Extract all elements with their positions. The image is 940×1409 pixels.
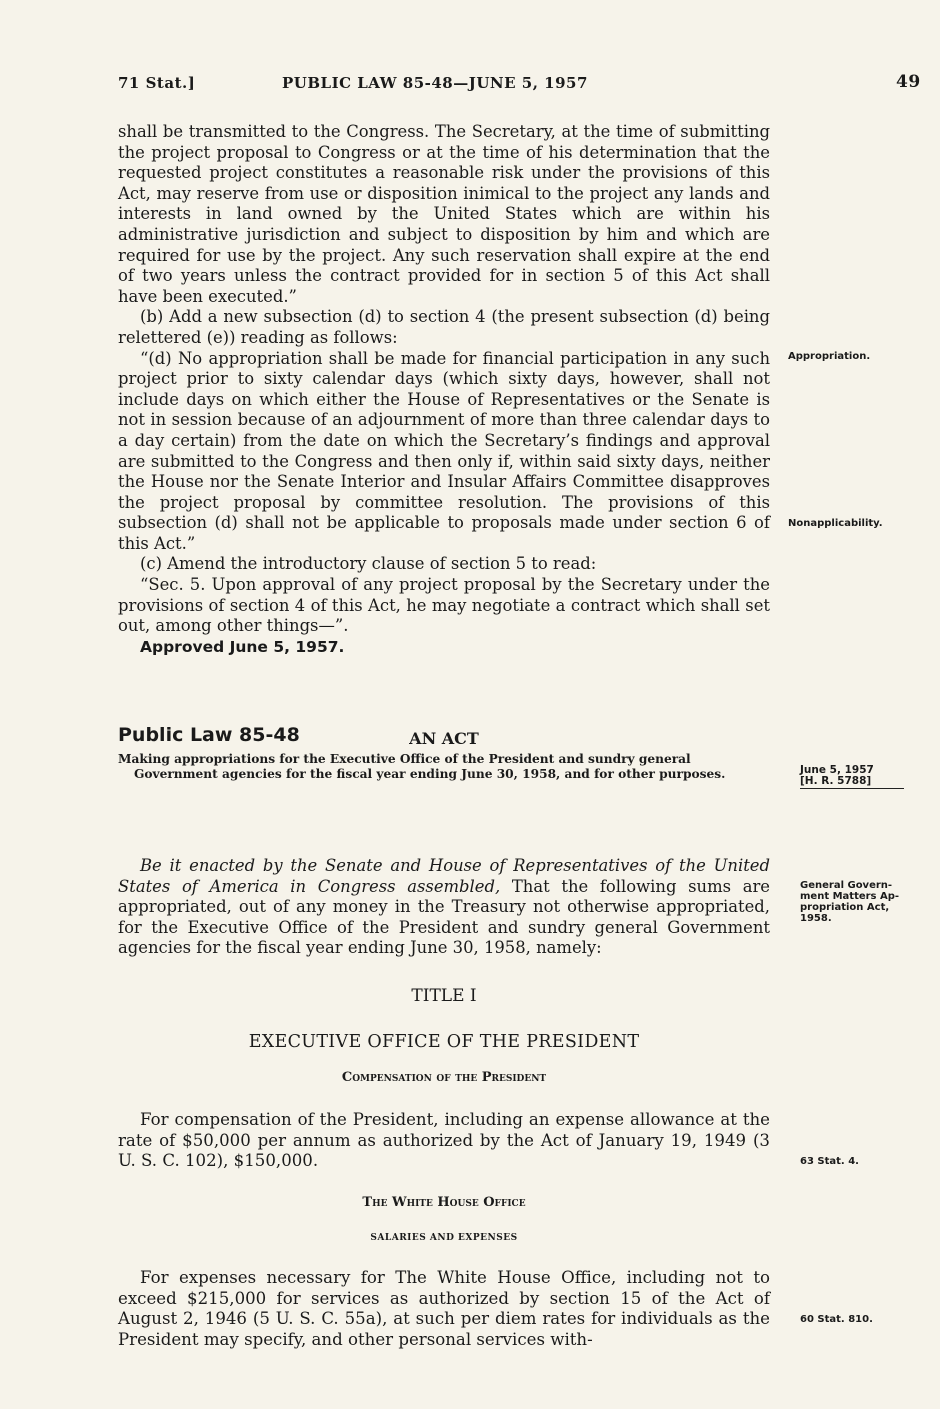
office-heading: EXECUTIVE OFFICE OF THE PRESIDENT — [248, 1032, 640, 1052]
compensation-text: For compensation of the President, including an expense allowance at the rate of $50,000 per annum as authorized by the Act of January 19, 1949 (3 U. S. C. 102), $150,000. — [118, 1110, 770, 1171]
page-number: 49 — [896, 72, 921, 92]
header-volume: 71 Stat.] — [118, 74, 196, 92]
paragraph-3: “(d) No appropriation shall be made for financial participation in any such project prior to sixty calendar days (which sixty days, however, shall not include days on which either the House of Representatives or the Senate is not in session because of an adjournment of more than three calendar days to a day certain) from the date on which the Secretary’s findings and approval are submitted to the Congress and then only if, within said sixty days, neither the House nor the Senate Interior and Insular Affairs Committee disapproves the project proposal by committee resolution. The provisions of this subsection (d) shall not be applicable to proposals made under section 6 of this Act.” — [118, 348, 770, 553]
bill-reference — [800, 765, 930, 789]
margin-63-stat: 63 Stat. 4. — [800, 1156, 859, 1167]
margin-60-stat: 60 Stat. 810. — [800, 1314, 873, 1325]
header-title: PUBLIC LAW 85-48—JUNE 5, 1957 — [282, 74, 588, 92]
margin-nonapplicability: Nonapplicability. — [788, 518, 883, 529]
public-law-title: Public Law 85-48 — [118, 724, 300, 746]
white-house-text: For expenses necessary for The White House Office, including not to exceed $215,000 for services as authorized by section 15 of the Act of August 2, 1946 (5 U. S. C. 55a), at such per diem rates for individuals as the President may specify, and other personal services with- — [118, 1268, 770, 1349]
enacting-rest: That the following sums are appropriated, out of any money in the Treasury not otherwise appropriated, for the Executive Office of the President and sundry general Government agencies for the fiscal year ending June 30, 1958, namely: — [118, 876, 771, 958]
act-summary: Making appropriations for the Executive Office of the President and sundry general Government agencies for the fiscal year ending June 30, 1958, and for other purposes. — [118, 752, 726, 781]
salaries-heading: SALARIES AND EXPENSES — [370, 1233, 518, 1243]
white-house-heading: The White House Office — [362, 1195, 526, 1210]
margin-general-government: General Govern- ment Matters Ap- propriation Act, 1958. — [800, 880, 900, 924]
approved-line: Approved June 5, 1957. — [140, 637, 345, 656]
compensation-heading: Compensation of the President — [341, 1070, 547, 1085]
act-heading: AN ACT — [409, 729, 479, 748]
continued-section — [118, 122, 770, 657]
paragraph-4: (c) Amend the introductory clause of section 5 to read: — [140, 554, 597, 574]
bill-number: [H. R. 5788] — [800, 775, 872, 787]
enacting-clause — [118, 856, 770, 959]
white-house-section — [118, 1268, 770, 1350]
bill-date: June 5, 1957 — [800, 764, 874, 776]
compensation-section — [118, 1110, 770, 1172]
paragraph-2: (b) Add a new subsection (d) to section 4 (the present subsection (d) being relettered (e)) reading as follows: — [118, 307, 770, 347]
enacting-italic: Be it enacted by the Senate and House of Representatives of the United States of America in Congress assembled, — [118, 856, 770, 896]
paragraph-1: shall be transmitted to the Congress. The Secretary, at the time of submitting the project proposal to Congress or at the time of his determination that the requested project constitutes a reasonable risk under the provisions of this Act, may reserve from use or disposition inimical to the project any lands and interests in land owned by the United States which are within his administrative jurisdiction and subject to disposition by him and which are required for use by the project. Any such reservation shall expire at the end of two years unless the contract provided for in section 5 of this Act shall have been executed.” — [118, 122, 770, 306]
bill-reference-rule — [800, 788, 904, 789]
paragraph-5: “Sec. 5. Upon approval of any project proposal by the Secretary under the provisions of section 4 of this Act, he may negotiate a contract which shall set out, among other things—”. — [118, 575, 770, 636]
title-heading: TITLE I — [411, 986, 477, 1006]
margin-appropriation: Appropriation. — [788, 351, 871, 362]
